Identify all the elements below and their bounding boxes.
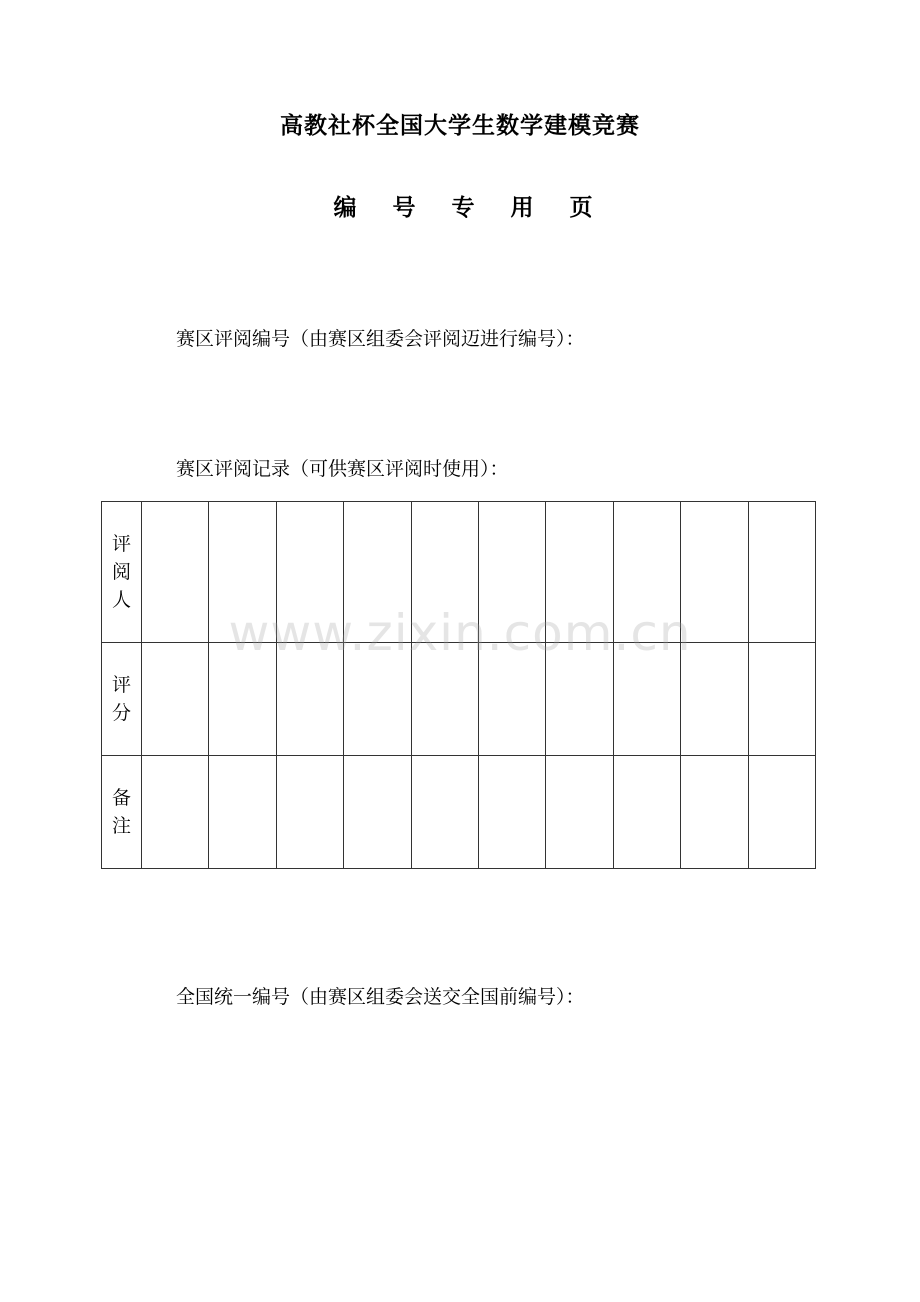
- table-cell[interactable]: [748, 502, 815, 643]
- table-cell[interactable]: [748, 756, 815, 869]
- table-cell[interactable]: [748, 643, 815, 756]
- table-cell[interactable]: [209, 502, 276, 643]
- table-cell[interactable]: [209, 756, 276, 869]
- table-cell[interactable]: [411, 643, 478, 756]
- table-cell[interactable]: [411, 756, 478, 869]
- row-label-remarks: [102, 756, 142, 869]
- national-number-label: 全国统一编号（由赛区组委会送交全国前编号）：: [176, 986, 585, 1008]
- table-cell[interactable]: [344, 756, 411, 869]
- regional-number-label: 赛区评阅编号（由赛区组委会评阅迈进行编号）：: [176, 328, 585, 350]
- table-cell[interactable]: [142, 643, 209, 756]
- table-row-score: [102, 643, 816, 756]
- table-cell[interactable]: [276, 502, 343, 643]
- table-cell[interactable]: [681, 502, 748, 643]
- table-cell[interactable]: [209, 643, 276, 756]
- table-cell[interactable]: [276, 643, 343, 756]
- table-cell[interactable]: [613, 502, 680, 643]
- document-subtitle: 编 号 专 用 页: [333, 194, 607, 221]
- document-title: 高教社杯全国大学生数学建模竞赛: [280, 112, 640, 139]
- table-cell[interactable]: [546, 643, 613, 756]
- watermark: www.zixin.com.cn: [228, 604, 692, 662]
- row-label-text: 备注: [111, 787, 131, 837]
- table-cell[interactable]: [344, 643, 411, 756]
- table-cell[interactable]: [613, 643, 680, 756]
- table-row-remarks: [102, 756, 816, 869]
- table-cell[interactable]: [344, 502, 411, 643]
- row-label-text: 评阅人: [111, 533, 131, 611]
- table-cell[interactable]: [411, 502, 478, 643]
- table-cell[interactable]: [681, 643, 748, 756]
- table-cell[interactable]: [142, 502, 209, 643]
- row-label-text: 评分: [111, 674, 131, 724]
- row-label-score: [102, 643, 142, 756]
- table-cell[interactable]: [142, 756, 209, 869]
- table-cell[interactable]: [276, 756, 343, 869]
- regional-record-label: 赛区评阅记录（可供赛区评阅时使用）：: [176, 458, 509, 480]
- table-row-reviewer: [102, 502, 816, 643]
- row-label-reviewer: [102, 502, 142, 643]
- table-cell[interactable]: [546, 502, 613, 643]
- table-cell[interactable]: [546, 756, 613, 869]
- table-cell[interactable]: [478, 643, 545, 756]
- table-cell[interactable]: [478, 502, 545, 643]
- table-cell[interactable]: [681, 756, 748, 869]
- table-cell[interactable]: [613, 756, 680, 869]
- table-cell[interactable]: [478, 756, 545, 869]
- review-record-table: [101, 501, 816, 869]
